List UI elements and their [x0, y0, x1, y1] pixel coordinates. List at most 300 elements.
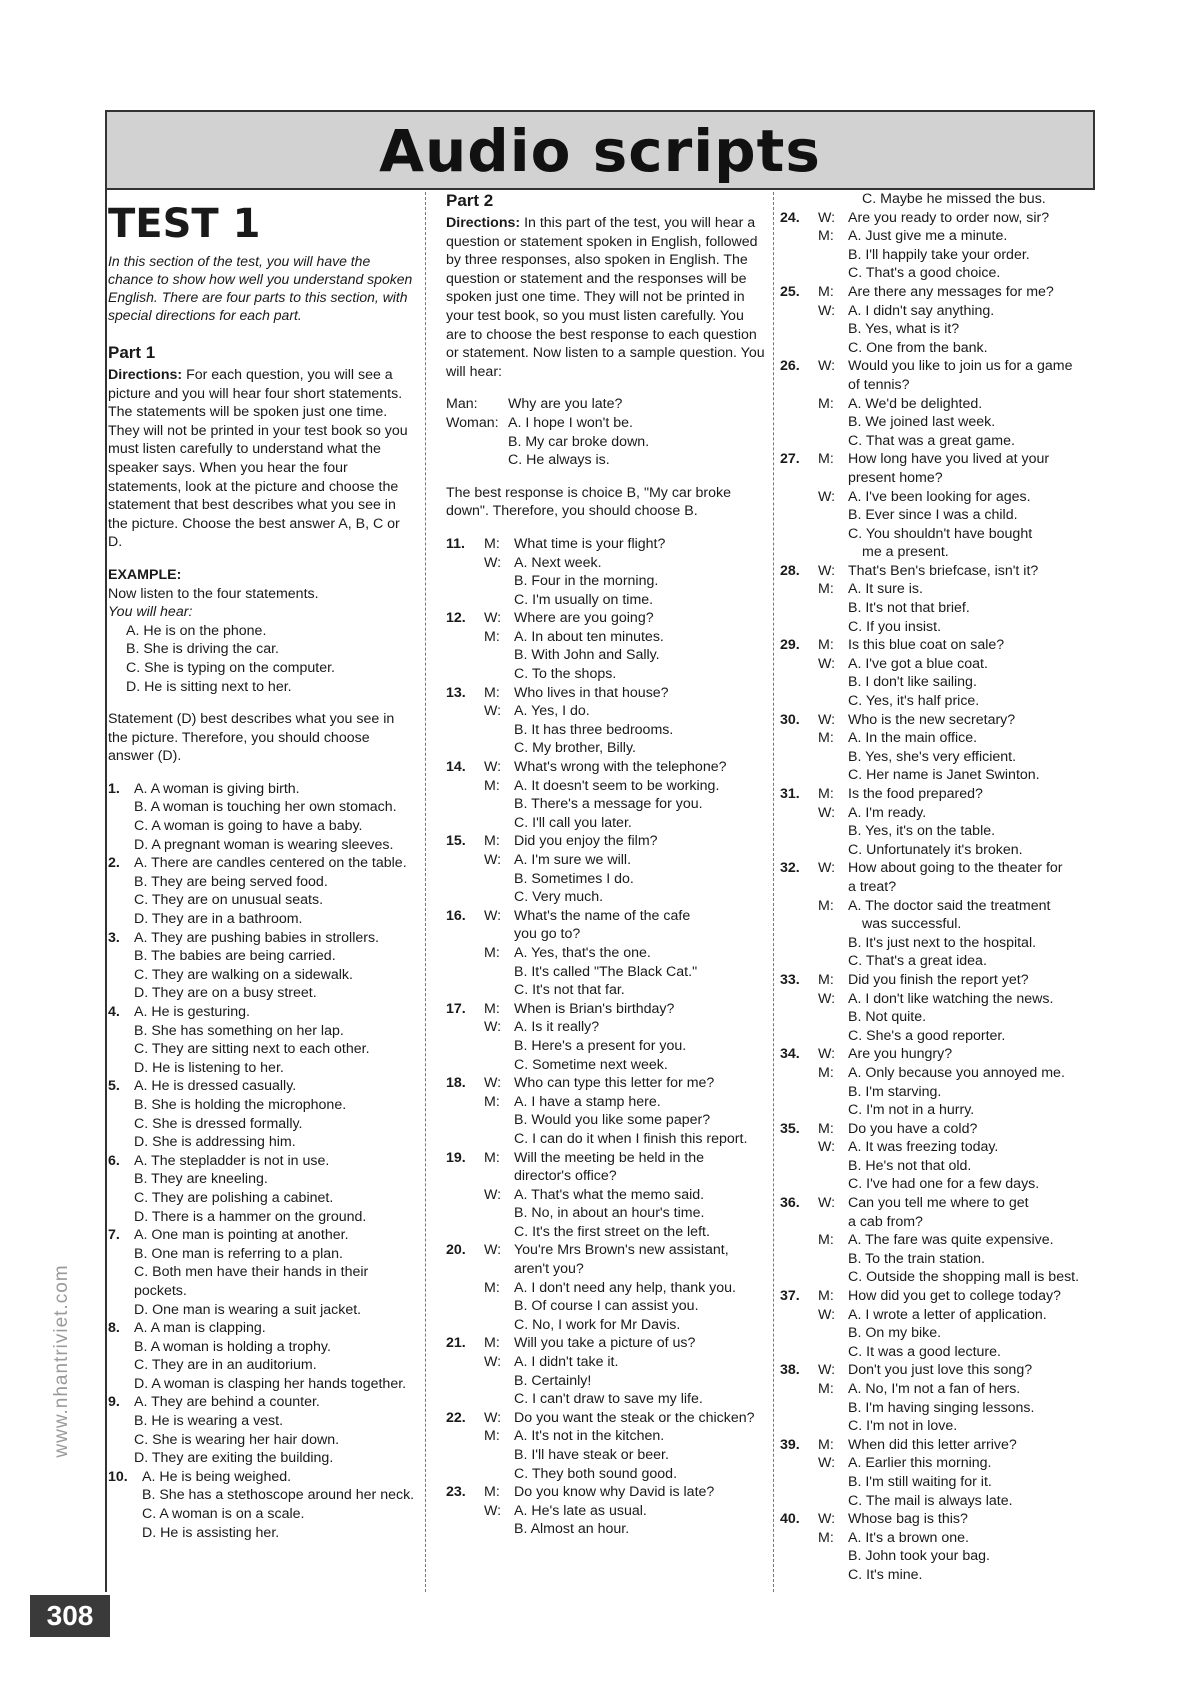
speaker-label: M: [484, 944, 500, 961]
speaker-label: M: [484, 1335, 500, 1352]
question-number: 3. [108, 929, 120, 946]
part1-directions [108, 366, 416, 552]
statement-option: D. One man is wearing a suit jacket. [134, 1301, 362, 1318]
question-number: 6. [108, 1152, 120, 1169]
spacer [780, 1380, 818, 1399]
spacer [446, 944, 484, 963]
speaker-label: W: [818, 1306, 836, 1323]
question-number: 14. [446, 759, 466, 776]
answer-option: C. It's not that far. [514, 982, 625, 999]
question-number: 7. [108, 1227, 120, 1244]
answer-option: C. I can do it when I finish this report. [514, 1130, 748, 1147]
question-text: What time is your flight? [514, 535, 666, 552]
spacer [780, 990, 818, 1009]
answer-option: C. If you insist. [848, 618, 942, 635]
answer-option: A. I've got a blue coat. [848, 655, 988, 672]
statement-option: A. One man is pointing at another. [134, 1227, 349, 1244]
spacer [780, 1231, 818, 1250]
example-option: D. He is sitting next to her. [126, 678, 292, 695]
answer-option: B. He's not that old. [848, 1157, 972, 1174]
question-text: Is this blue coat on sale? [848, 637, 1005, 654]
speaker-label: M: [818, 1232, 834, 1249]
question-number: 37. [780, 1288, 800, 1305]
question-item [108, 1319, 416, 1393]
question-number: 8. [108, 1320, 120, 1337]
column-3 [780, 190, 1098, 1585]
example-hear: You will hear: [108, 604, 193, 621]
question-item [108, 1003, 416, 1077]
statement-option: B. They are being served food. [134, 873, 328, 890]
question-number: 18. [446, 1075, 466, 1092]
watermark [42, 1250, 82, 1490]
answer-option: B. I'm having singing lessons. [848, 1399, 1035, 1416]
example-options [108, 622, 416, 696]
answer-option: B. Yes, it's on the table. [848, 823, 996, 840]
answer-option: B. I'll have steak or beer. [514, 1447, 669, 1463]
question-row [780, 1045, 1098, 1064]
dialogue-item [446, 758, 768, 832]
speaker-label: W: [484, 554, 502, 571]
question-text: Do you know why David is late? [514, 1484, 715, 1501]
answer-option: B. I'll happily take your order. [848, 246, 1030, 263]
answer-option: A. He's late as usual. [514, 1502, 647, 1519]
sample-dialogue [446, 395, 768, 469]
answer-option: A. Is it really? [514, 1019, 600, 1036]
answer-option: C. They both sound good. [514, 1465, 678, 1482]
question-item [108, 854, 416, 928]
statement-option: C. She is wearing her hair down. [134, 1431, 340, 1448]
answer-option: C. Unfortunately it's broken. [848, 841, 1023, 858]
question-number: 1. [108, 780, 120, 797]
continued-answer: C. Maybe he missed the bus. [862, 191, 1046, 207]
question-row [780, 357, 1098, 376]
question-number: 9. [108, 1394, 120, 1411]
question-text: Who lives in that house? [514, 684, 669, 701]
question-text: of tennis? [848, 376, 910, 393]
answer-option: C. I'm not in love. [848, 1418, 958, 1435]
answer-option: C. It's mine. [848, 1566, 923, 1583]
question-text: You're Mrs Brown's new assistant, [514, 1242, 729, 1259]
statement-option: A. He is being weighed. [142, 1468, 292, 1485]
speaker-label: W: [484, 1019, 502, 1036]
question-text: Are there any messages for me? [848, 283, 1054, 300]
statement-option: D. There is a hammer on the ground. [134, 1208, 367, 1225]
answer-row [780, 1454, 1098, 1473]
answer-option: B. I don't like sailing. [848, 674, 977, 691]
question-number: 30. [780, 711, 800, 728]
answer-option: A. Just give me a minute. [848, 228, 1008, 245]
spacer [780, 655, 818, 674]
answer-row [780, 227, 1098, 246]
speaker-label: W: [484, 1186, 502, 1203]
speaker-label [446, 433, 508, 452]
speaker-label: M: [484, 1149, 500, 1166]
speaker-label: M: [818, 730, 834, 747]
answer-option: me a present. [862, 544, 949, 561]
question-row [780, 283, 1098, 302]
question-number: 17. [446, 1000, 466, 1017]
example-option: C. She is typing on the computer. [126, 659, 335, 676]
question-number: 13. [446, 684, 466, 701]
column-divider [425, 192, 426, 1592]
directions-text: In this part of the test, you will hear a question or statement spoken in English, followed by three responses, also spoken in English. The question or statement and the responses will be spoken just one time. They will not be printed in your test book, so you must listen carefully. You are to choose the best response to each question or statement. Now listen to a sample question. You will hear: [446, 215, 765, 380]
question-row [780, 636, 1098, 655]
answer-option: C. My brother, Billy. [514, 740, 636, 757]
answer-option: B. Almost an hour. [514, 1521, 630, 1538]
answer-row [780, 1138, 1098, 1157]
answer-option: C. One from the bank. [848, 339, 988, 356]
answer-option: C. It was a good lecture. [848, 1343, 1001, 1360]
answer-option: C. To the shops. [514, 666, 617, 683]
answer-row [780, 580, 1098, 599]
answer-row [446, 944, 768, 963]
question-row [108, 854, 416, 873]
question-row [446, 684, 768, 703]
speaker-label: M: [484, 1428, 500, 1445]
directions-label: Directions: [108, 367, 183, 383]
answer-row [780, 302, 1098, 321]
dialogue-item [780, 859, 1098, 971]
speaker-label: M: [484, 777, 500, 794]
speaker-label: M: [818, 1064, 834, 1081]
question-row [108, 1077, 416, 1096]
speaker-label: W: [484, 1075, 502, 1092]
answer-option: C. I'm usually on time. [514, 591, 654, 608]
answer-row [780, 1064, 1098, 1083]
speaker-label: M: [818, 1436, 834, 1453]
answer-option: B. Not quite. [848, 1009, 927, 1026]
answer-option: B. Yes, what is it? [848, 321, 960, 338]
answer-option: A. Next week. [514, 554, 602, 571]
question-number: 16. [446, 907, 466, 924]
speaker-label: W: [484, 1502, 502, 1519]
answer-option: B. Would you like some paper? [514, 1112, 711, 1129]
statement-option: A. A man is clapping. [134, 1320, 266, 1337]
spacer [446, 1427, 484, 1446]
statement-option: C. They are in an auditorium. [134, 1357, 317, 1374]
speaker-label: M: [818, 395, 834, 412]
answer-option: B. It's called "The Black Cat." [514, 963, 698, 980]
question-number: 26. [780, 358, 800, 375]
dialogue-item [780, 1436, 1098, 1510]
question-text: Did you enjoy the film? [514, 833, 658, 850]
dialogue-item [780, 1045, 1098, 1119]
answer-option: C. I've had one for a few days. [848, 1176, 1040, 1193]
question-row [446, 907, 768, 926]
spacer [446, 554, 484, 573]
answer-option: A. In about ten minutes. [514, 628, 664, 645]
question-row [780, 209, 1098, 228]
spacer [446, 1093, 484, 1112]
statement-option: A. The stepladder is not in use. [134, 1152, 330, 1169]
answer-row [780, 488, 1098, 507]
column-1 [108, 190, 416, 1542]
speaker-label: M: [818, 1120, 834, 1137]
question-row [108, 1152, 416, 1171]
best-response: The best response is choice B, "My car broke down". Therefore, you should choose B. [446, 484, 731, 520]
question-row [446, 832, 768, 851]
question-text: How about going to the theater for [848, 860, 1063, 877]
answer-row [780, 990, 1098, 1009]
page-title: Audio scripts [379, 117, 821, 185]
statement-option: B. A woman is touching her own stomach. [134, 799, 397, 816]
answer-option: A. It's not in the kitchen. [514, 1428, 665, 1445]
speaker-label: W: [818, 209, 836, 226]
dialogue-item [780, 1510, 1098, 1584]
answer-option: B. Four in the morning. [514, 573, 659, 590]
answer-option: A. I wrote a letter of application. [848, 1306, 1047, 1323]
answer-option: C. Sometime next week. [514, 1056, 668, 1073]
dialogue-item [780, 785, 1098, 859]
question-row [780, 1510, 1098, 1529]
part2-items [446, 535, 768, 1539]
question-number: 4. [108, 1004, 120, 1020]
question-text: Is the food prepared? [848, 786, 983, 802]
example-line: Now listen to the four statements. [108, 585, 319, 602]
speaker-label: M: [818, 581, 834, 598]
question-text: Don't you just love this song? [848, 1362, 1033, 1379]
speaker-label: W: [818, 358, 836, 375]
answer-row [780, 1380, 1098, 1399]
question-row [780, 1287, 1098, 1306]
answer-option: C. It's the first street on the left. [514, 1223, 710, 1240]
question-row [780, 1120, 1098, 1139]
answer-option: A. Only because you annoyed me. [848, 1064, 1065, 1081]
statement-option: A. He is dressed casually. [134, 1078, 297, 1095]
question-number: 36. [780, 1195, 800, 1212]
spacer [780, 580, 818, 599]
question-row [780, 711, 1098, 730]
answer-option: B. Ever since I was a child. [848, 507, 1018, 524]
answer-option: B. To the train station. [848, 1250, 985, 1267]
statement-option: C. She is dressed formally. [134, 1115, 303, 1132]
question-number: 2. [108, 855, 120, 872]
question-text: present home? [848, 469, 943, 486]
speaker-label: W: [818, 1139, 836, 1156]
spacer [446, 1186, 484, 1205]
question-number: 32. [780, 860, 800, 877]
dialogue-item [780, 1287, 1098, 1361]
dialogue-item [446, 832, 768, 906]
statement-option: B. She has a stethoscope around her neck. [142, 1487, 415, 1504]
speaker-label: W: [818, 1362, 836, 1379]
question-number: 19. [446, 1149, 466, 1166]
speaker-label: W: [818, 711, 836, 728]
answer-option: B. It's just next to the hospital. [848, 934, 1037, 951]
question-row [108, 1003, 416, 1022]
dialogue-item [446, 907, 768, 1000]
statement-option: C. Both men have their hands in their pockets. [134, 1264, 369, 1299]
sample-line [446, 395, 768, 414]
question-number: 29. [780, 637, 800, 654]
answer-row [446, 628, 768, 647]
statement-option: D. She is addressing him. [134, 1134, 296, 1151]
part2-heading: Part 2 [446, 191, 494, 210]
spacer [780, 227, 818, 246]
answer-option: C. I can't draw to save my life. [514, 1391, 703, 1408]
question-number: 20. [446, 1242, 466, 1259]
speaker-label: W: [818, 804, 836, 821]
dialogue-item [446, 1483, 768, 1539]
dialogue-item [780, 711, 1098, 785]
speaker-label: M: [484, 1093, 500, 1110]
question-text: aren't you? [514, 1261, 584, 1278]
speaker-label [446, 451, 508, 470]
statement-option: D. A woman is clasping her hands together. [134, 1375, 407, 1392]
speaker-label: W: [818, 1195, 836, 1212]
statement-option: B. She is holding the microphone. [134, 1096, 347, 1113]
statement-option: C. They are sitting next to each other. [134, 1041, 370, 1058]
statement-option: A. They are behind a counter. [134, 1394, 320, 1411]
spacer [780, 1064, 818, 1083]
question-item [108, 1152, 416, 1226]
dialogue-item [780, 450, 1098, 562]
example-statement: Statement (D) best describes what you see in the picture. Therefore, you should choose answer (D). [108, 711, 395, 765]
question-number: 39. [780, 1436, 800, 1453]
answer-option: C. Outside the shopping mall is best. [848, 1269, 1080, 1286]
question-text: Do you have a cold? [848, 1120, 978, 1137]
dialogue-item [446, 609, 768, 683]
answer-row [446, 1502, 768, 1521]
answer-option: B. I'm still waiting for it. [848, 1473, 992, 1490]
statement-option: C. A woman is on a scale. [142, 1506, 305, 1523]
statement-option: D. A pregnant woman is wearing sleeves. [134, 836, 394, 853]
answer-option: A. It was freezing today. [848, 1139, 999, 1156]
question-text: Would you like to join us for a game [848, 358, 1073, 375]
speaker-label: M: [818, 971, 834, 988]
column-divider [773, 192, 774, 1592]
speaker-label: W: [818, 860, 836, 877]
question-row [108, 1468, 416, 1487]
speaker-label: W: [818, 655, 836, 672]
dialogue-item [780, 1194, 1098, 1287]
statement-option: D. He is listening to her. [134, 1059, 284, 1076]
page-number: 308 [30, 1595, 110, 1637]
dialogue-item [780, 636, 1098, 710]
dialogue-item [780, 562, 1098, 636]
question-row [108, 1393, 416, 1412]
speaker-label: M: [484, 535, 500, 552]
sample-text: C. He always is. [508, 452, 610, 469]
speaker-label: W: [818, 562, 836, 579]
answer-option: A. I don't like watching the news. [848, 990, 1054, 1007]
question-number: 27. [780, 451, 800, 468]
statement-option: D. They are exiting the building. [134, 1450, 334, 1467]
speaker-label: M: [818, 451, 834, 468]
column-2 [446, 190, 768, 1539]
speaker-label: M: [484, 833, 500, 850]
speaker-label: W: [484, 703, 502, 720]
question-text: Whose bag is this? [848, 1511, 968, 1528]
answer-option: B. Here's a present for you. [514, 1037, 687, 1054]
sample-line [446, 451, 768, 470]
question-number: 22. [446, 1409, 466, 1426]
question-number: 25. [780, 283, 800, 300]
question-text: Will you take a picture of us? [514, 1335, 696, 1352]
answer-option: C. She's a good reporter. [848, 1027, 1006, 1044]
answer-option: B. With John and Sally. [514, 647, 660, 664]
question-item [108, 1468, 416, 1542]
statement-option: D. He is assisting her. [142, 1524, 280, 1541]
answer-option: A. I didn't take it. [514, 1354, 619, 1371]
sample-line [446, 433, 768, 452]
dialogue-item [780, 283, 1098, 357]
spacer [780, 302, 818, 321]
speaker-label: W: [484, 852, 502, 868]
question-row [108, 929, 416, 948]
question-text: When did this letter arrive? [848, 1436, 1017, 1453]
question-text: What's the name of the cafe [514, 907, 691, 924]
question-number: 23. [446, 1484, 466, 1501]
question-row [446, 1241, 768, 1260]
answer-row [446, 777, 768, 796]
question-text: Who can type this letter for me? [514, 1075, 715, 1092]
statement-option: C. A woman is going to have a baby. [134, 818, 363, 835]
speaker-label: W: [484, 907, 502, 924]
answer-option: B. Of course I can assist you. [514, 1298, 699, 1315]
answer-option: A. Earlier this morning. [848, 1455, 992, 1472]
dialogue-item [446, 1000, 768, 1074]
statement-option: C. They are walking on a sidewalk. [134, 966, 353, 983]
question-row [780, 785, 1098, 804]
answer-option: was successful. [862, 916, 962, 933]
answer-row [446, 1186, 768, 1205]
speaker-label: W: [818, 990, 836, 1007]
question-text: Did you finish the report yet? [848, 971, 1029, 988]
speaker-label: M: [818, 1529, 834, 1546]
answer-option: C. That's a great idea. [848, 953, 987, 970]
answer-option: A. I've been looking for ages. [848, 488, 1031, 505]
dialogue-item [780, 971, 1098, 1045]
question-number: 11. [446, 535, 465, 552]
answer-option: A. It sure is. [848, 581, 923, 598]
question-row [446, 758, 768, 777]
speaker-label: M: [818, 1381, 834, 1397]
speaker-label: W: [818, 302, 836, 319]
answer-option: B. It has three bedrooms. [514, 721, 674, 738]
spacer [780, 1138, 818, 1157]
directions-text: For each question, you will see a picture and you will hear four short statements. The statements will be spoken just one time. They will not be printed in your test book so you must listen carefully to understand what the speaker says. When you hear the four statements, look at the picture and choose the statement that best describes what you see in the picture. Choose the best answer A, B, C or D. [108, 367, 408, 551]
question-number: 34. [780, 1046, 800, 1063]
spacer [446, 1353, 484, 1372]
answer-option: A. It's a brown one. [848, 1529, 970, 1546]
example-option: B. She is driving the car. [126, 641, 279, 658]
question-text: When is Brian's birthday? [514, 1000, 675, 1017]
question-number: 33. [780, 971, 800, 988]
example-option: A. He is on the phone. [126, 622, 267, 639]
question-text: Can you tell me where to get [848, 1195, 1029, 1212]
question-number: 12. [446, 610, 466, 627]
question-row [108, 780, 416, 799]
speaker-label: W: [484, 1409, 502, 1426]
question-text: What's wrong with the telephone? [514, 759, 727, 776]
speaker-label: W: [484, 759, 502, 776]
answer-option: C. Yes, it's half price. [848, 693, 980, 710]
question-number: 35. [780, 1120, 800, 1137]
question-row [780, 1436, 1098, 1455]
answer-option: A. I'm ready. [848, 804, 927, 821]
question-row [780, 971, 1098, 990]
question-item [108, 1393, 416, 1467]
question-text: How long have you lived at your [848, 451, 1050, 468]
sample-line [446, 414, 768, 433]
answer-option: A. It doesn't seem to be working. [514, 777, 720, 794]
answer-option: B. We joined last week. [848, 414, 996, 431]
answer-option: B. Certainly! [514, 1372, 592, 1389]
statement-option: C. They are polishing a cabinet. [134, 1189, 334, 1206]
question-row [446, 535, 768, 554]
answer-row [780, 395, 1098, 414]
